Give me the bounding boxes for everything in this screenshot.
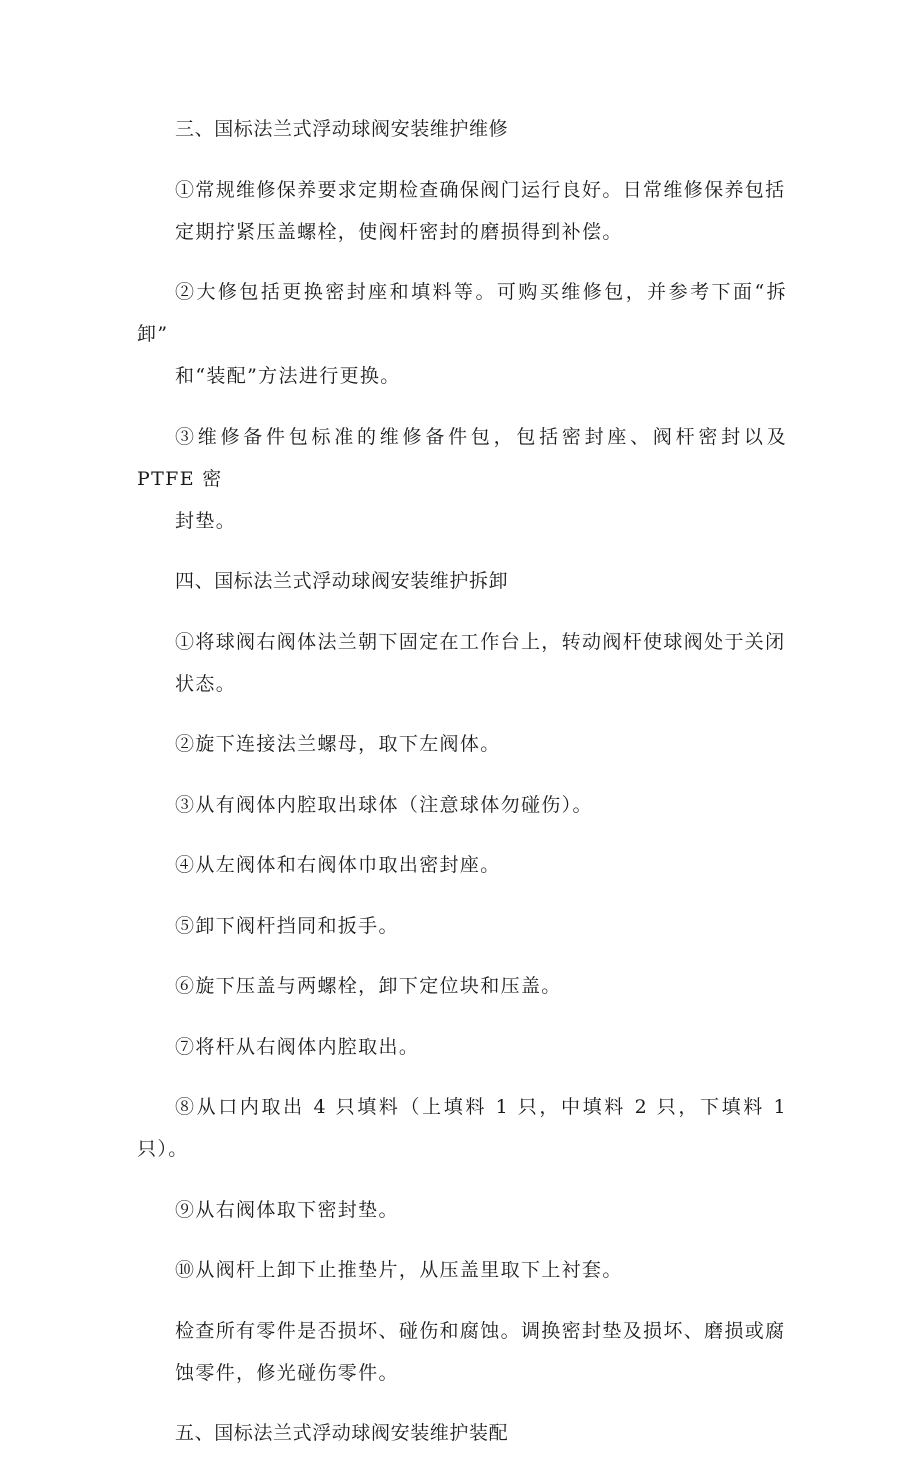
paragraph-disassembly-9 — [137, 1189, 787, 1231]
text-line: ⑦将杆从右阀体内腔取出。 — [175, 1035, 420, 1058]
text-line: ④从左阀体和右阀体巾取出密封座。 — [175, 854, 501, 876]
text-line: ⑩从阀杆上卸下止推垫片，从压盖里取下上衬套。 — [175, 1259, 623, 1281]
section-heading-5 — [137, 1412, 787, 1454]
paragraph-disassembly-3 — [137, 784, 787, 826]
text-line: 定期拧紧压盖螺栓，使阀杆密封的磨损得到补偿。 — [175, 220, 623, 243]
paragraph-disassembly-8 — [137, 1086, 787, 1170]
text-line: 五、国标法兰式浮动球阀安装维护装配 — [175, 1422, 509, 1444]
text-line: ②大修包括更换密封座和填料等。可购买维修包，并参考下面“拆卸” — [137, 281, 787, 345]
paragraph-disassembly-5 — [137, 905, 787, 947]
paragraph-maintenance-1 — [137, 169, 787, 253]
document-body — [137, 108, 787, 1473]
text-line: ③从有阀体内腔取出球体（注意球体勿碰伤）。 — [175, 793, 593, 816]
paragraph-disassembly-10 — [137, 1249, 787, 1291]
text-line: ⑤卸下阀杆挡同和扳手。 — [175, 914, 399, 937]
paragraph-maintenance-2 — [137, 271, 787, 397]
text-line: 蚀零件，修光碰伤零件。 — [175, 1361, 399, 1384]
text-line: ⑥旋下压盖与两螺栓，卸下定位块和压盖。 — [175, 975, 562, 997]
section-heading-4 — [137, 560, 787, 602]
text-line: 四、国标法兰式浮动球阀安装维护拆卸 — [175, 570, 509, 592]
paragraph-disassembly-1 — [137, 621, 787, 705]
paragraph-disassembly-4 — [137, 844, 787, 886]
text-line: 和“装配”方法进行更换。 — [175, 365, 401, 387]
text-line: ②旋下连接法兰螺母，取下左阀体。 — [175, 733, 501, 755]
text-line: ⑧从口内取出 4 只填料（上填料 1 只，中填料 2 只，下填料 1 只）。 — [137, 1096, 787, 1160]
text-line: 状态。 — [175, 672, 237, 695]
text-line: ③维修备件包标准的维修备件包，包括密封座、阀杆密封以及 PTFE 密 — [137, 425, 787, 490]
section-heading-3 — [137, 108, 787, 150]
text-line: 检查所有零件是否损坏、碰伤和腐蚀。调换密封垫及损坏、磨损或腐 — [175, 1319, 786, 1342]
paragraph-disassembly-7 — [137, 1026, 787, 1068]
text-line: ①将球阀右阀体法兰朝下固定在工作台上，转动阀杆使球阀处于关闭 — [175, 630, 786, 653]
text-line: ①常规维修保养要求定期检查确保阀门运行良好。日常维修保养包括 — [175, 178, 786, 201]
paragraph-disassembly-2 — [137, 723, 787, 765]
text-line: 三、国标法兰式浮动球阀安装维护维修 — [175, 118, 509, 140]
text-line: 封垫。 — [175, 509, 237, 532]
paragraph-inspection — [137, 1310, 787, 1394]
paragraph-disassembly-6 — [137, 965, 787, 1007]
text-line: ⑨从右阀体取下密封垫。 — [175, 1198, 399, 1221]
paragraph-maintenance-3 — [137, 416, 787, 542]
